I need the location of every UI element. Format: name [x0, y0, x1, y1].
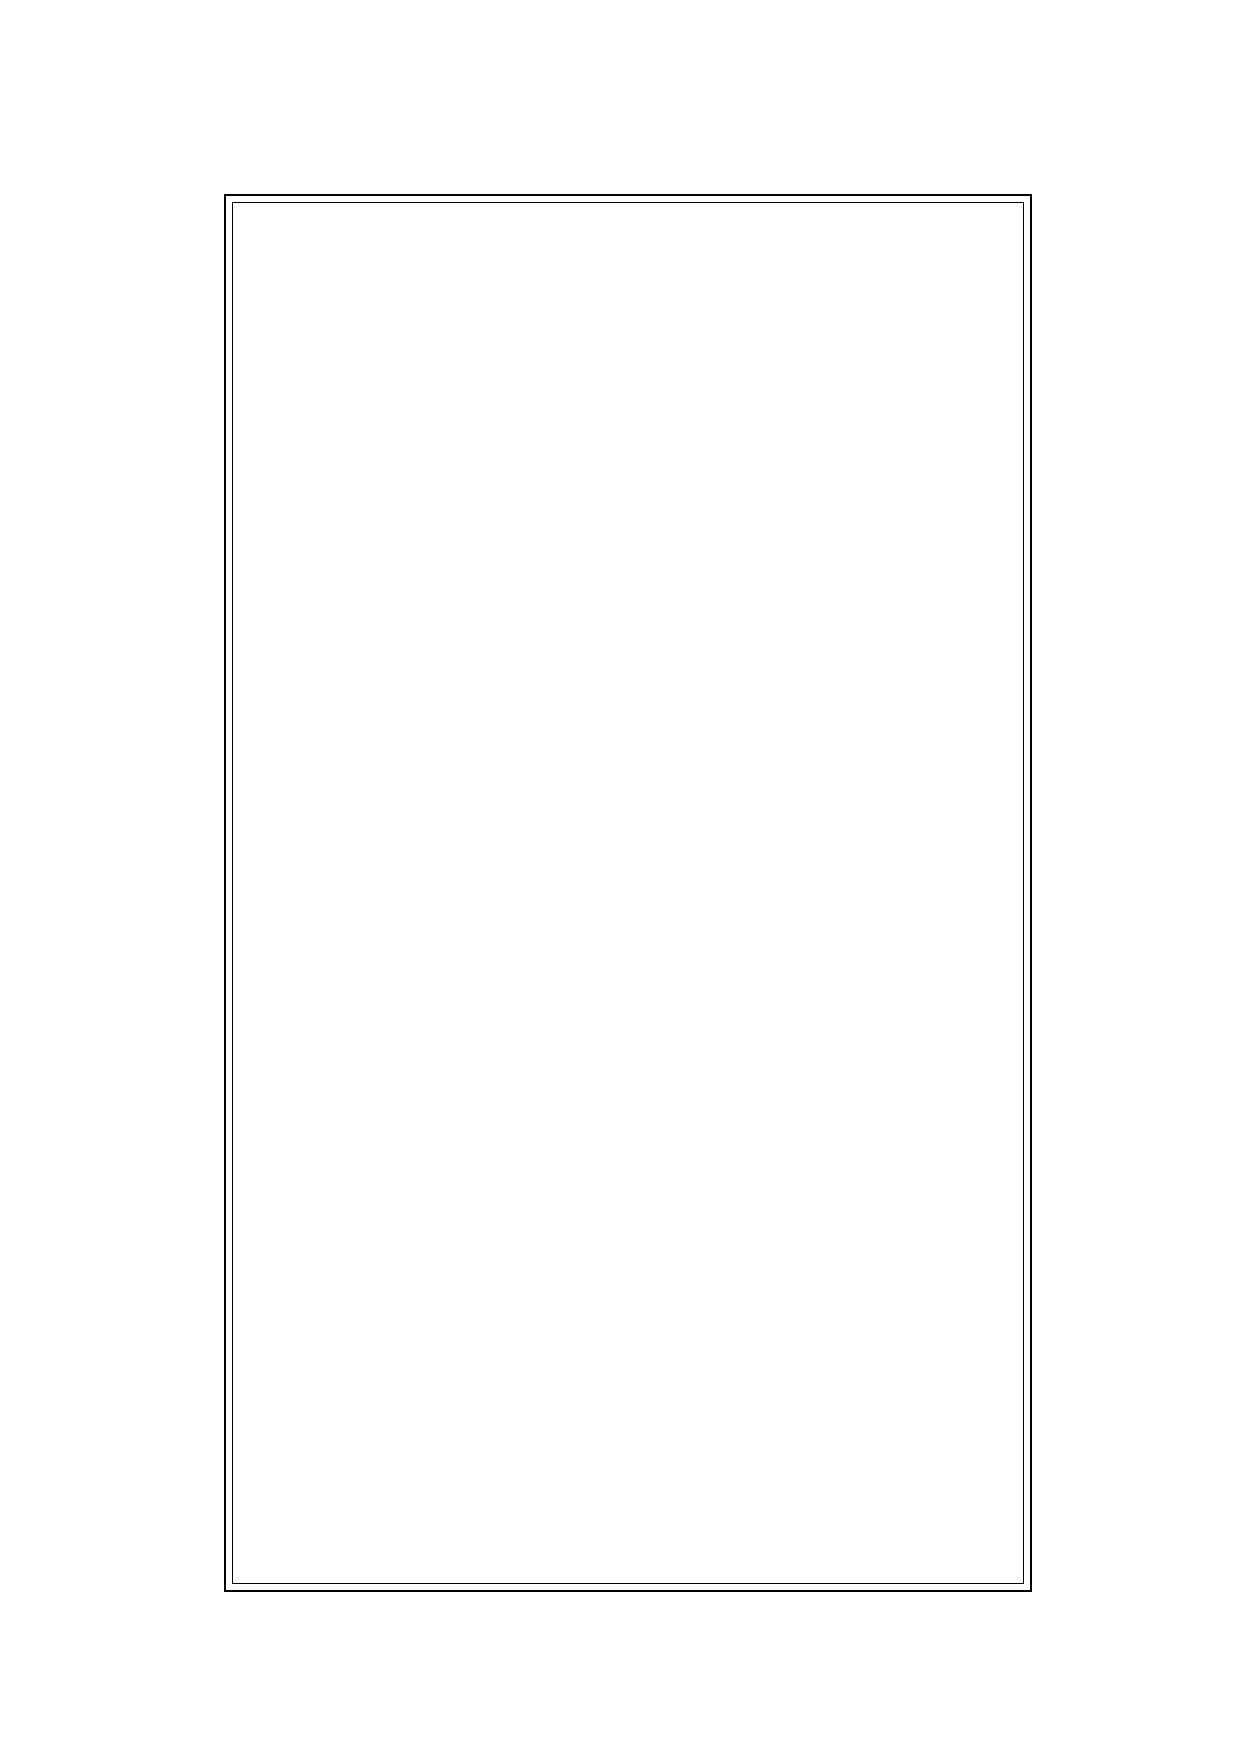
- text-line: [245, 1182, 1011, 1216]
- text-line: [245, 354, 1011, 388]
- text-line: [245, 822, 1011, 856]
- text-line: [245, 1326, 1011, 1360]
- text-line: [245, 858, 1011, 892]
- text-line: [245, 1038, 1011, 1072]
- text-line: [245, 1002, 1011, 1036]
- text-line: [245, 1542, 1011, 1576]
- text-line: [245, 1146, 1011, 1180]
- text-line: [245, 642, 1011, 676]
- text-line: [245, 966, 1011, 1000]
- text-line: [245, 246, 1011, 280]
- text-line: [245, 462, 1011, 496]
- text-line: [245, 318, 1011, 352]
- text-line: [245, 1506, 1011, 1540]
- text-line: [245, 282, 1011, 316]
- text-line: [245, 390, 1011, 424]
- text-line: [245, 210, 1011, 244]
- text-line: [245, 570, 1011, 604]
- text-line: [245, 714, 1011, 748]
- text-line: [245, 534, 1011, 568]
- text-line: [245, 1218, 1011, 1252]
- text-line: [245, 894, 1011, 928]
- text-line: [245, 1470, 1011, 1504]
- text-line: [245, 1362, 1011, 1396]
- text-line: [245, 498, 1011, 532]
- text-line: [245, 1434, 1011, 1468]
- text-line: [245, 930, 1011, 964]
- text-line: [245, 1254, 1011, 1288]
- text-line: [245, 1290, 1011, 1324]
- text-body: [232, 202, 1024, 1584]
- text-line: [245, 750, 1011, 784]
- text-line: [245, 678, 1011, 712]
- page-frame: [224, 194, 1032, 1592]
- text-line: [245, 1074, 1011, 1108]
- text-line: [245, 426, 1011, 460]
- text-line: [245, 606, 1011, 640]
- text-line: [245, 786, 1011, 820]
- text-line: [245, 1110, 1011, 1144]
- text-line: [245, 1398, 1011, 1432]
